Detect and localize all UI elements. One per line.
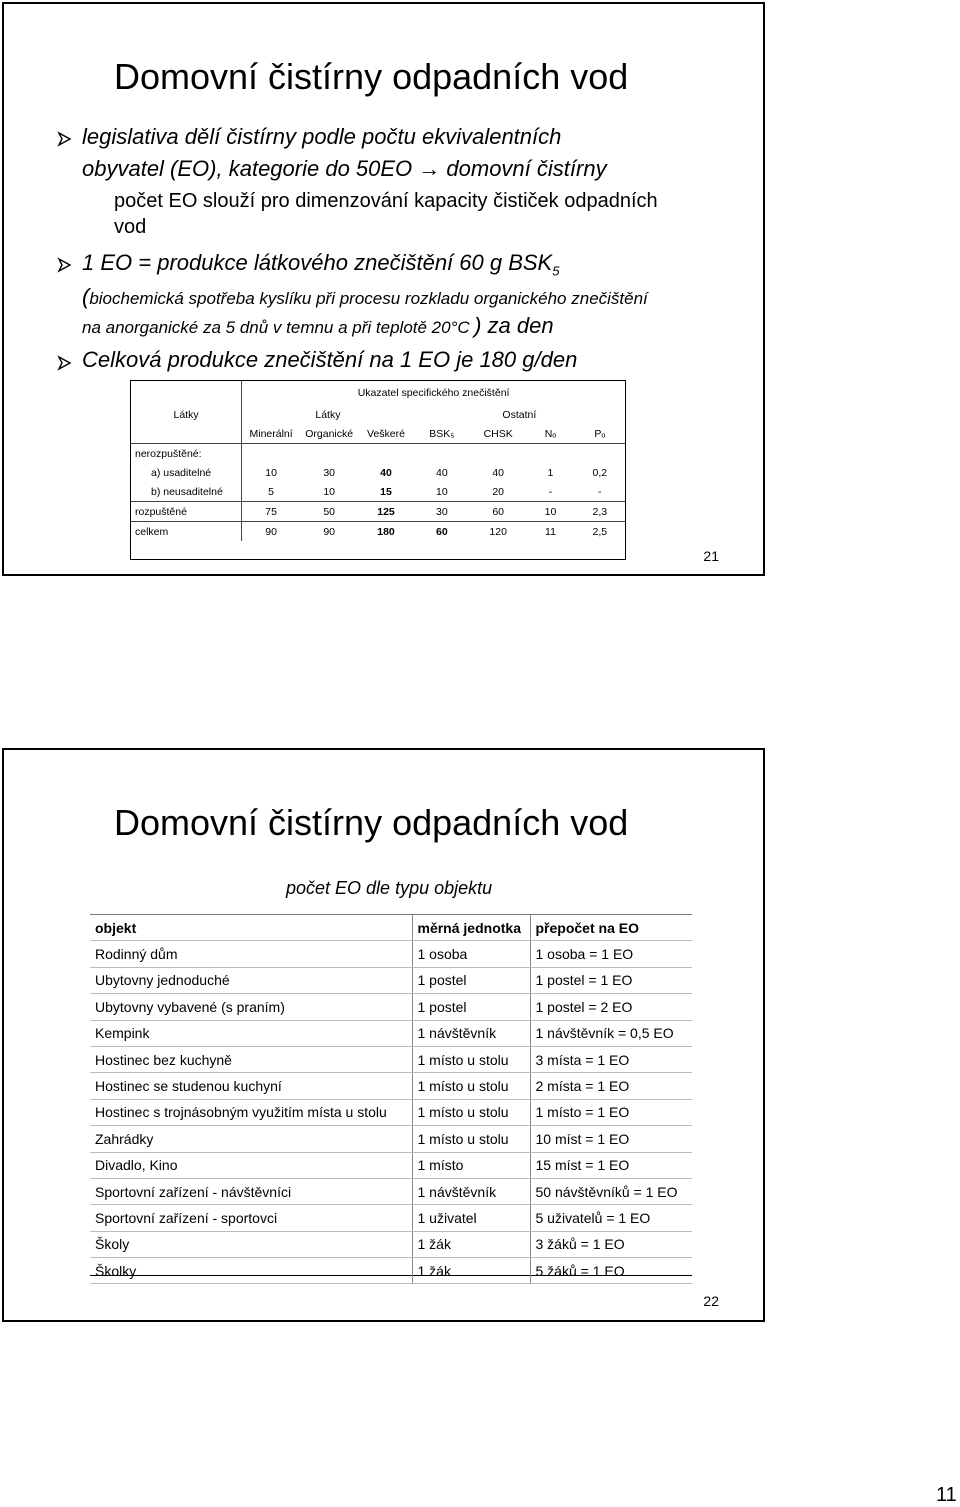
col-header: Nₒ (526, 424, 574, 444)
bullet-2-line-3: na anorganické za 5 dnů v temnu a při teplotě 20°C ) za den (82, 313, 554, 338)
table-row: Hostinec bez kuchyně 1 místo u stolu 3 místa = 1 EO (90, 1046, 692, 1072)
table-row: Hostinec se studenou kuchyní 1 místo u stolu 2 místa = 1 EO (90, 1073, 692, 1099)
bullet-1-sub-line-2: vod (114, 216, 147, 238)
arrowhead-bullet-icon (56, 256, 74, 274)
table-row: Rodinný dům 1 osoba 1 osoba = 1 EO (90, 941, 692, 967)
col-header: Minerální (242, 424, 300, 444)
table-row: Zahrádky 1 místo u stolu 10 míst = 1 EO (90, 1126, 692, 1152)
table-row: nerozpuštěné: (131, 444, 625, 464)
slide-22 (2, 748, 765, 1322)
col-header: BSK₅ (414, 424, 470, 444)
table-row: a) usaditelné 10 30 40 40 40 1 0,2 (131, 463, 625, 482)
table-row: b) neusaditelné 5 10 15 10 20 - - (131, 482, 625, 502)
col-header: CHSK (470, 424, 526, 444)
header-latky: Látky (173, 408, 199, 421)
table-row: Divadlo, Kino 1 místo 15 míst = 1 EO (90, 1152, 692, 1178)
slide-number: 22 (703, 1293, 719, 1309)
group-header: Ukazatel specifického znečištění (242, 381, 625, 405)
bullet-1-line-2: obyvatel (EO), kategorie do 50EO → domovní čistírny (82, 156, 607, 181)
arrowhead-bullet-icon (56, 130, 74, 148)
col-header: Pₒ (575, 424, 625, 444)
page-number: 11 (936, 1484, 957, 1506)
bullet-1-line-1: legislativa dělí čistírny podle počtu ekvivalentních (82, 124, 562, 149)
eo-by-object-table (90, 914, 692, 1279)
slide-21 (2, 2, 765, 576)
col-header-prepocet: přepočet na EO (530, 915, 692, 941)
pollution-table (130, 380, 626, 560)
table-row: rozpuštěné 75 50 125 30 60 10 2,3 (131, 502, 625, 522)
table-row: celkem 90 90 180 60 120 11 2,5 (131, 522, 625, 542)
slide-number: 21 (703, 548, 719, 564)
table-row: Sportovní zařízení - sportovci 1 uživatel 5 uživatelů = 1 EO (90, 1205, 692, 1231)
table-row: Hostinec s trojnásobným využitím místa u stolu 1 místo u stolu 1 místo = 1 EO (90, 1099, 692, 1125)
table-row: Školy 1 žák 3 žáků = 1 EO (90, 1231, 692, 1257)
header-ostatni: Ostatní (502, 408, 537, 421)
col-header: Organické (300, 424, 358, 444)
col-header-objekt: objekt (90, 915, 412, 941)
table-row: Ubytovny jednoduché 1 postel 1 postel = 1 EO (90, 967, 692, 993)
bullet-3: Celková produkce znečištění na 1 EO je 180 g/den (82, 347, 578, 372)
col-header-jednotka: měrná jednotka (412, 915, 530, 941)
table-row: Školky 1 žák 5 žáků = 1 EO (90, 1258, 692, 1284)
bullet-2-line-1: 1 EO = produkce látkového znečištění 60 g $BSK_5$ (82, 250, 560, 279)
bullet-2-line-2: (biochemická spotřeba kyslíku při procesu rozkladu organického znečištění (82, 284, 648, 309)
slide-title: Domovní čistírny odpadních vod (114, 802, 629, 843)
table-row: Ubytovny vybavené (s praním) 1 postel 1 postel = 2 EO (90, 994, 692, 1020)
slide-title: Domovní čistírny odpadních vod (114, 56, 629, 97)
bullet-1-sub-line-1: počet EO slouží pro dimenzování kapacity čističek odpadních (114, 190, 658, 212)
table-row: Sportovní zařízení - návštěvníci 1 návštěvník 50 návštěvníků = 1 EO (90, 1178, 692, 1204)
header-latky-sub: Látky (242, 405, 414, 424)
table-caption: počet EO dle typu objektu (286, 878, 493, 898)
table-row: Kempink 1 návštěvník 1 návštěvník = 0,5 EO (90, 1020, 692, 1046)
arrowhead-bullet-icon (56, 354, 74, 372)
col-header: Veškeré (358, 424, 413, 444)
